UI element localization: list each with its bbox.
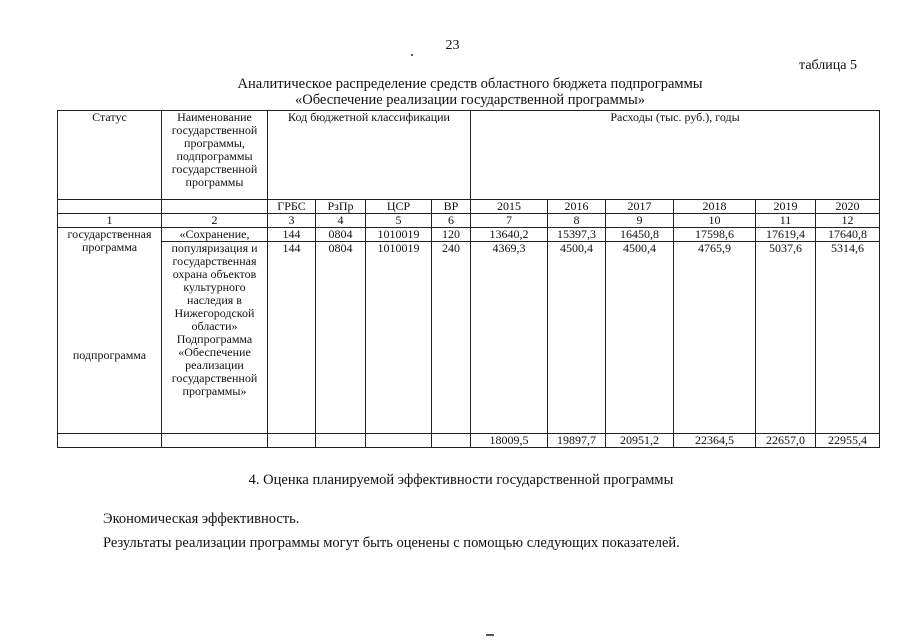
totals-row <box>58 434 880 448</box>
cell-vr: 120 <box>432 228 471 242</box>
cell-grbs: 144 <box>268 242 316 434</box>
column-number: 11 <box>756 214 816 228</box>
total-value: 22364,5 <box>674 434 756 448</box>
subheader-year: 2019 <box>756 200 816 214</box>
column-number: 1 <box>58 214 162 228</box>
column-number: 10 <box>674 214 756 228</box>
subheader-grbs: ГРБС <box>268 200 316 214</box>
table-row <box>58 242 880 434</box>
page-number: 23 <box>445 38 460 53</box>
header-status: Статус <box>58 111 162 200</box>
program-name-first-line: «Сохранение, <box>162 228 268 242</box>
status-subprogram: подпрограмма <box>72 348 147 362</box>
table-header-row <box>58 111 880 200</box>
column-number: 3 <box>268 214 316 228</box>
status-program: государственная программа <box>67 227 152 254</box>
header-budget-code: Код бюджетной классификации <box>268 111 471 200</box>
cell-value: 4500,4 <box>548 242 606 434</box>
cell-vr: 240 <box>432 242 471 434</box>
cell-value: 5037,6 <box>756 242 816 434</box>
cell-value: 4765,9 <box>674 242 756 434</box>
subheader-year: 2020 <box>816 200 880 214</box>
subheader-vr: ВР <box>432 200 471 214</box>
cell-value: 5314,6 <box>816 242 880 434</box>
total-value: 18009,5 <box>471 434 548 448</box>
cell-value: 17619,4 <box>756 228 816 242</box>
column-number: 4 <box>316 214 366 228</box>
column-number: 5 <box>366 214 432 228</box>
subheader-year: 2017 <box>606 200 674 214</box>
cell-value: 13640,2 <box>471 228 548 242</box>
total-value: 22955,4 <box>816 434 880 448</box>
cell-grbs: 144 <box>268 228 316 242</box>
cell-value: 4500,4 <box>606 242 674 434</box>
table-row <box>58 228 880 242</box>
paragraph: Экономическая эффективность. <box>103 511 300 527</box>
cell-value: 16450,8 <box>606 228 674 242</box>
cell-csr: 1010019 <box>366 242 432 434</box>
cell-rzpr: 0804 <box>316 242 366 434</box>
total-value: 19897,7 <box>548 434 606 448</box>
column-number: 6 <box>432 214 471 228</box>
status-cell <box>58 228 162 434</box>
program-name-rest: популяризация и государственная охрана объектов культурного наследия в Нижегородской области» Подпрограмма «Обеспечение реализации государственной программы» <box>162 242 268 434</box>
cell-value: 17640,8 <box>816 228 880 242</box>
column-number-row <box>58 214 880 228</box>
scan-speck <box>411 54 413 56</box>
table-label: таблица 5 <box>799 58 857 73</box>
subheader-year: 2015 <box>471 200 548 214</box>
total-value: 20951,2 <box>606 434 674 448</box>
paragraph: Результаты реализации программы могут быть оценены с помощью следующих показателей. <box>103 535 680 551</box>
cell-csr: 1010019 <box>366 228 432 242</box>
subheader-csr: ЦСР <box>366 200 432 214</box>
total-value: 22657,0 <box>756 434 816 448</box>
budget-table <box>57 110 880 448</box>
column-number: 2 <box>162 214 268 228</box>
column-number: 7 <box>471 214 548 228</box>
cell-value: 15397,3 <box>548 228 606 242</box>
cell-value: 4369,3 <box>471 242 548 434</box>
section-title: 4. Оценка планируемой эффективности государственной программы <box>248 472 674 488</box>
subheader-year: 2016 <box>548 200 606 214</box>
header-expenses: Расходы (тыс. руб.), годы <box>471 111 880 200</box>
subheader-year: 2018 <box>674 200 756 214</box>
table-subheader-row <box>58 200 880 214</box>
table-title-line-1: Аналитическое распределение средств областного бюджета подпрограммы <box>237 76 703 92</box>
subheader-rzpr: РзПр <box>316 200 366 214</box>
cell-value: 17598,6 <box>674 228 756 242</box>
scan-speck <box>486 634 494 636</box>
column-number: 12 <box>816 214 880 228</box>
column-number: 9 <box>606 214 674 228</box>
table-title-line-2: «Обеспечение реализации государственной программы» <box>295 92 645 108</box>
column-number: 8 <box>548 214 606 228</box>
header-name: Наименование государственной программы, подпрограммы государственной программы <box>162 111 268 200</box>
cell-rzpr: 0804 <box>316 228 366 242</box>
